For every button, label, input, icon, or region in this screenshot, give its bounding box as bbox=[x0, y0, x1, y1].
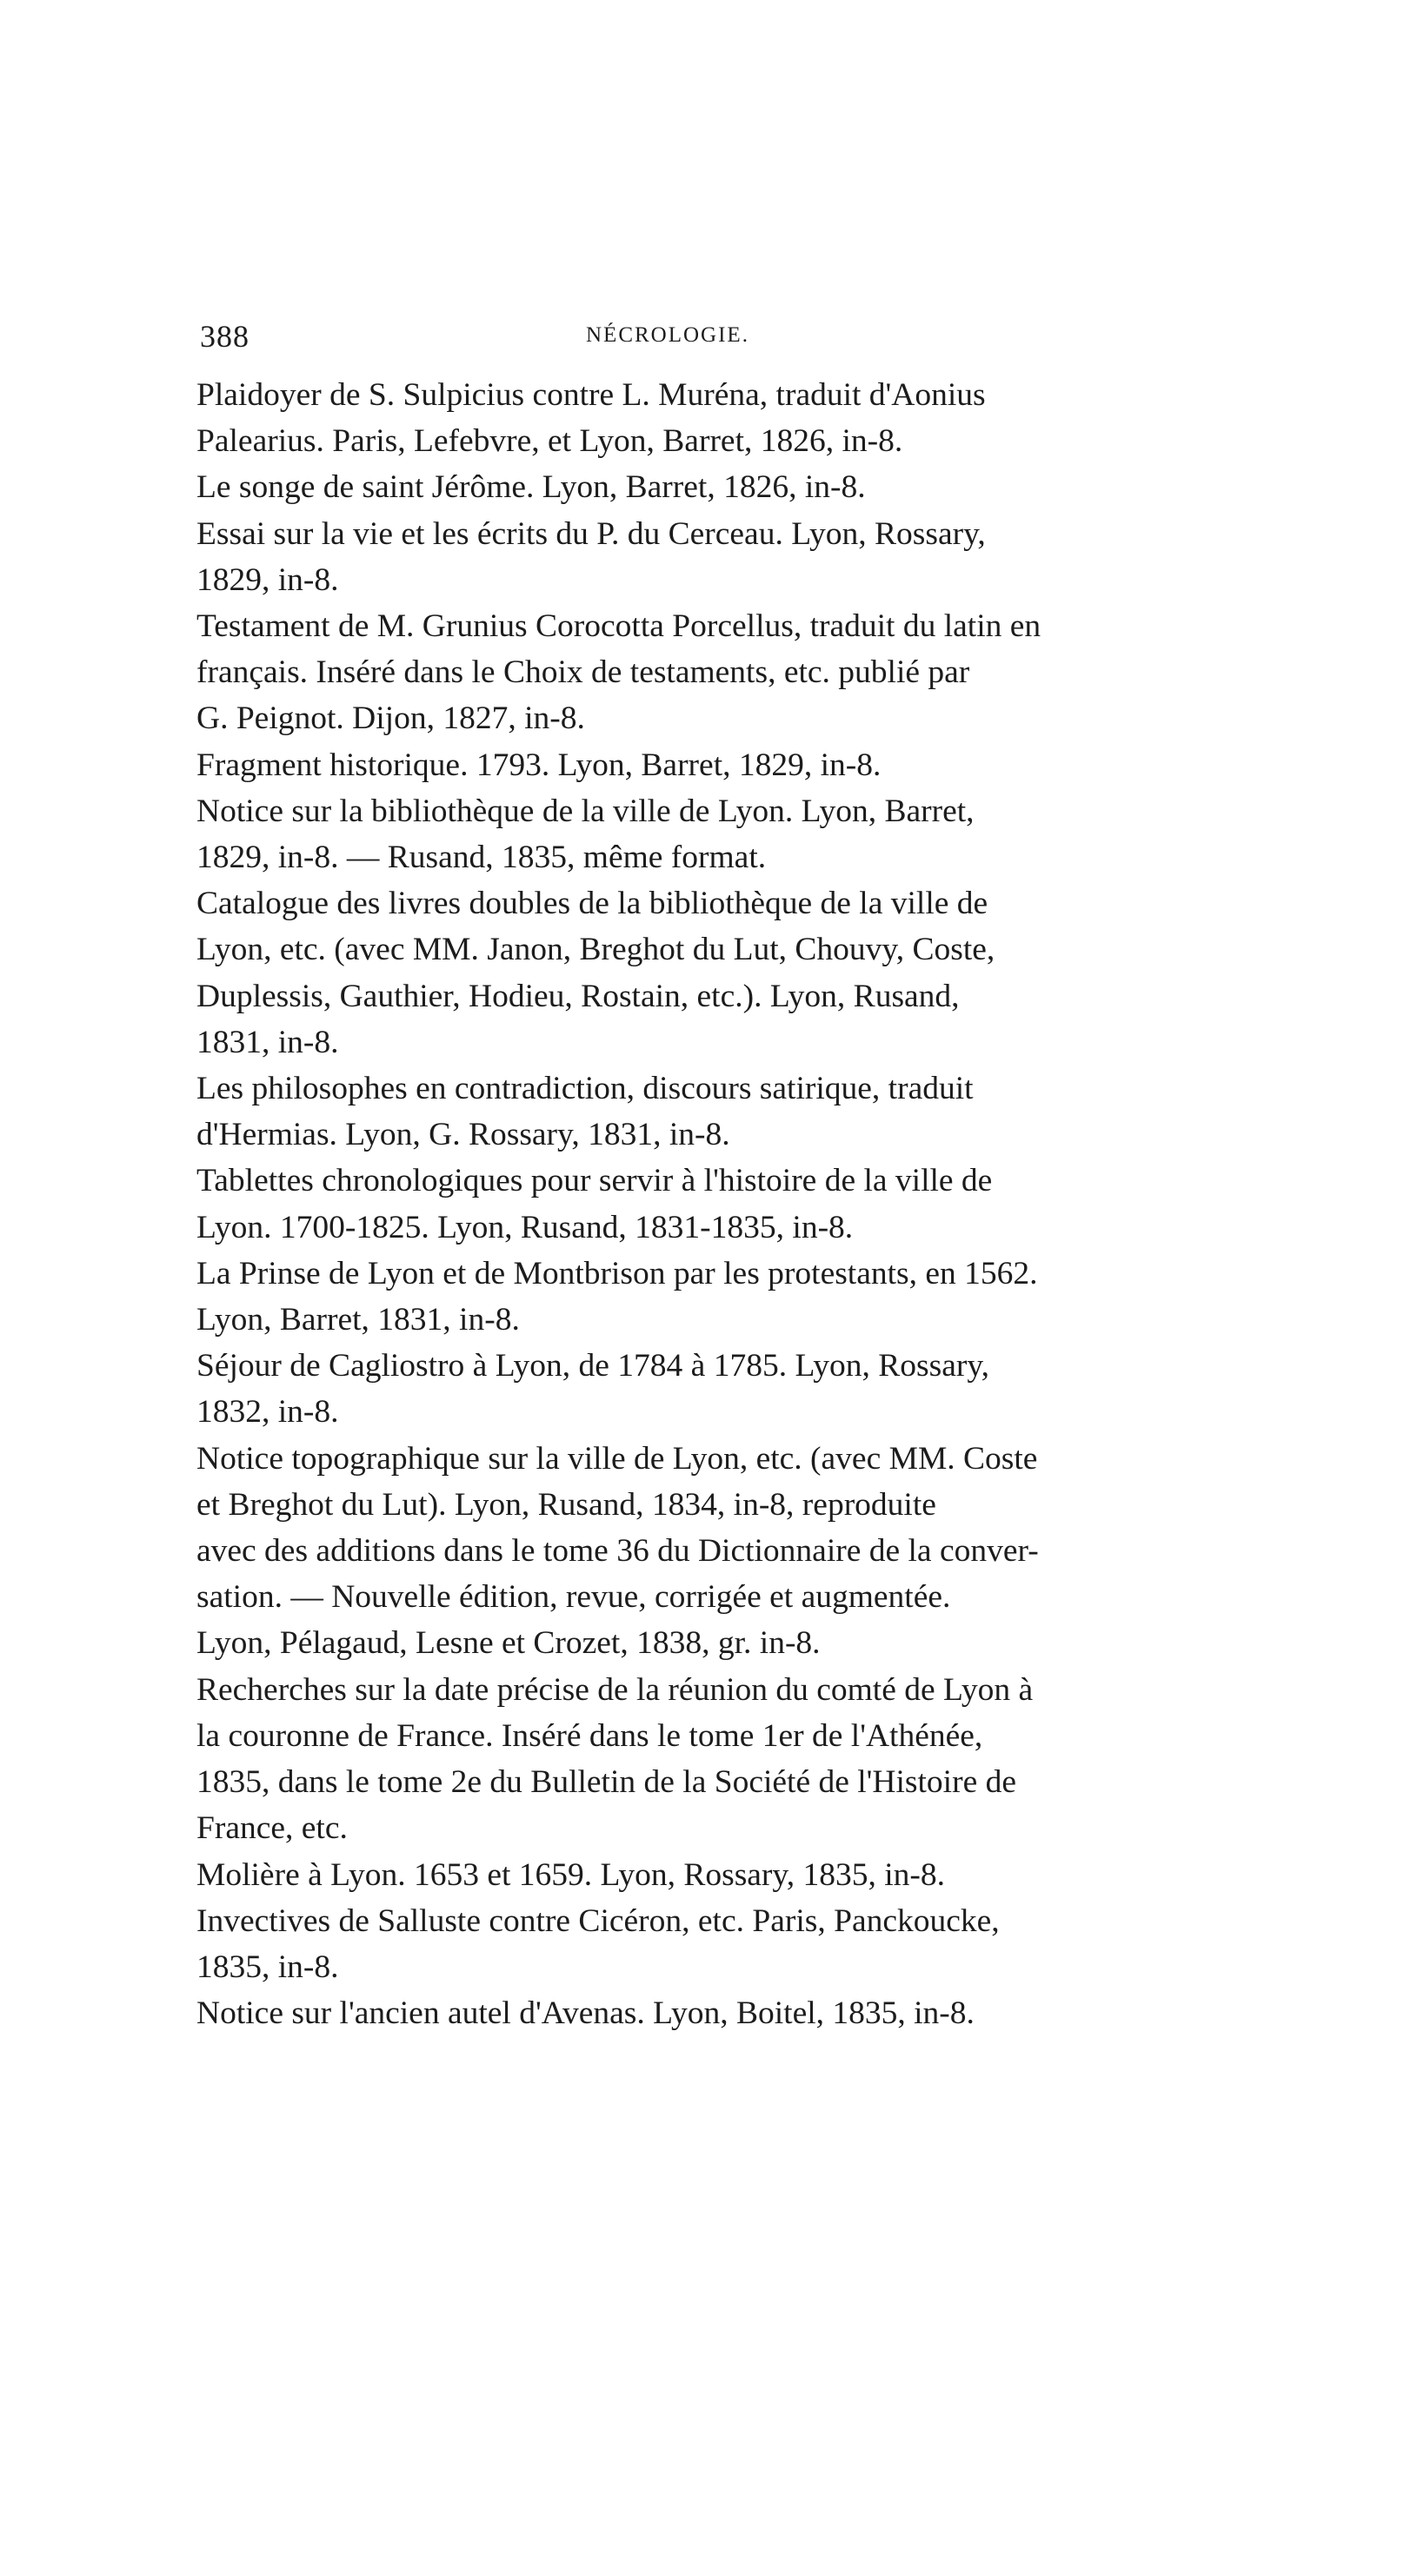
entry-line: Lyon. 1700-1825. Lyon, Rusand, 1831-1835, in-8. bbox=[196, 1209, 854, 1245]
entry-line: Plaidoyer de S. Sulpicius contre L. Muréna, traduit d'Aonius bbox=[196, 377, 986, 413]
entry-line: avec des additions dans le tome 36 du Dictionnaire de la conver- bbox=[196, 1533, 1039, 1570]
entry-line: Catalogue des livres doubles de la bibliothèque de la ville de bbox=[196, 886, 988, 922]
entry-line: Tablettes chronologiques pour servir à l'histoire de la ville de bbox=[196, 1163, 993, 1199]
entry-line: et Breghot du Lut). Lyon, Rusand, 1834, in-8, reproduite bbox=[196, 1486, 936, 1523]
bibliography-entry bbox=[196, 1436, 1153, 1667]
bibliography-entry bbox=[196, 1251, 1153, 1343]
entry-line: 1829, in-8. — Rusand, 1835, même format. bbox=[196, 840, 767, 876]
entry-line: Fragment historique. 1793. Lyon, Barret, 1829, in-8. bbox=[196, 747, 882, 783]
entry-line: Notice sur l'ancien autel d'Avenas. Lyon, Boitel, 1835, in-8. bbox=[196, 1995, 975, 2032]
bibliography-entry bbox=[196, 1158, 1153, 1250]
entry-line: Le songe de saint Jérôme. Lyon, Barret, 1826, in-8. bbox=[196, 469, 866, 506]
bibliography-entry bbox=[196, 1852, 1153, 1898]
bibliography-entry bbox=[196, 464, 1153, 510]
page-header bbox=[200, 318, 1139, 370]
entry-line: Molière à Lyon. 1653 et 1659. Lyon, Rossary, 1835, in-8. bbox=[196, 1856, 946, 1893]
entry-line: la couronne de France. Inséré dans le tome 1er de l'Athénée, bbox=[196, 1717, 983, 1754]
entry-line: Lyon, Barret, 1831, in-8. bbox=[196, 1302, 520, 1338]
bibliography-entry bbox=[196, 372, 1153, 464]
running-head: NÉCROLOGIE. bbox=[586, 323, 749, 347]
entry-line: Duplessis, Gauthier, Hodieu, Rostain, etc.). Lyon, Rusand, bbox=[196, 978, 960, 1014]
bibliography-list bbox=[196, 372, 1153, 2036]
bibliography-entry bbox=[196, 1990, 1153, 2036]
entry-line: d'Hermias. Lyon, G. Rossary, 1831, in-8. bbox=[196, 1117, 730, 1153]
entry-line: Lyon, etc. (avec MM. Janon, Breghot du Lut, Chouvy, Coste, bbox=[196, 932, 995, 968]
entry-line: 1829, in-8. bbox=[196, 561, 339, 598]
entry-line: 1835, dans le tome 2e du Bulletin de la Société de l'Histoire de bbox=[196, 1764, 1016, 1801]
entry-line: Recherches sur la date précise de la réunion du comté de Lyon à bbox=[196, 1671, 1034, 1708]
bibliography-entry bbox=[196, 880, 1153, 1066]
entry-line: Invectives de Salluste contre Cicéron, etc. Paris, Panckoucke, bbox=[196, 1902, 1000, 1939]
entry-line: 1832, in-8. bbox=[196, 1394, 339, 1431]
entry-line: Testament de M. Grunius Corocotta Porcellus, traduit du latin en bbox=[196, 608, 1041, 645]
entry-line: La Prinse de Lyon et de Montbrison par les protestants, en 1562. bbox=[196, 1255, 1038, 1291]
entry-line: France, etc. bbox=[196, 1810, 348, 1847]
entry-line: sation. — Nouvelle édition, revue, corrigée et augmentée. bbox=[196, 1579, 951, 1616]
entry-line: français. Inséré dans le Choix de testaments, etc. publié par bbox=[196, 654, 970, 691]
entry-line: Notice topographique sur la ville de Lyon, etc. (avec MM. Coste bbox=[196, 1440, 1038, 1477]
bibliography-entry bbox=[196, 1066, 1153, 1158]
page-number: 388 bbox=[200, 319, 250, 354]
entry-line: Notice sur la bibliothèque de la ville de Lyon. Lyon, Barret, bbox=[196, 793, 975, 829]
entry-line: Lyon, Pélagaud, Lesne et Crozet, 1838, gr. in-8. bbox=[196, 1625, 821, 1662]
bibliography-entry bbox=[196, 1667, 1153, 1852]
entry-line: Palearius. Paris, Lefebvre, et Lyon, Barret, 1826, in-8. bbox=[196, 423, 903, 460]
entry-line: Séjour de Cagliostro à Lyon, de 1784 à 1785. Lyon, Rossary, bbox=[196, 1348, 990, 1384]
bibliography-entry bbox=[196, 788, 1153, 880]
entry-line: 1831, in-8. bbox=[196, 1024, 339, 1060]
entry-line: Les philosophes en contradiction, discours satirique, traduit bbox=[196, 1071, 974, 1107]
entry-line: G. Peignot. Dijon, 1827, in-8. bbox=[196, 700, 585, 737]
bibliography-entry bbox=[196, 603, 1153, 742]
bibliography-entry bbox=[196, 1343, 1153, 1435]
entry-line: Essai sur la vie et les écrits du P. du Cerceau. Lyon, Rossary, bbox=[196, 515, 986, 552]
bibliography-entry bbox=[196, 511, 1153, 603]
entry-line: 1835, in-8. bbox=[196, 1949, 339, 1985]
bibliography-entry bbox=[196, 1898, 1153, 1990]
bibliography-entry bbox=[196, 742, 1153, 788]
